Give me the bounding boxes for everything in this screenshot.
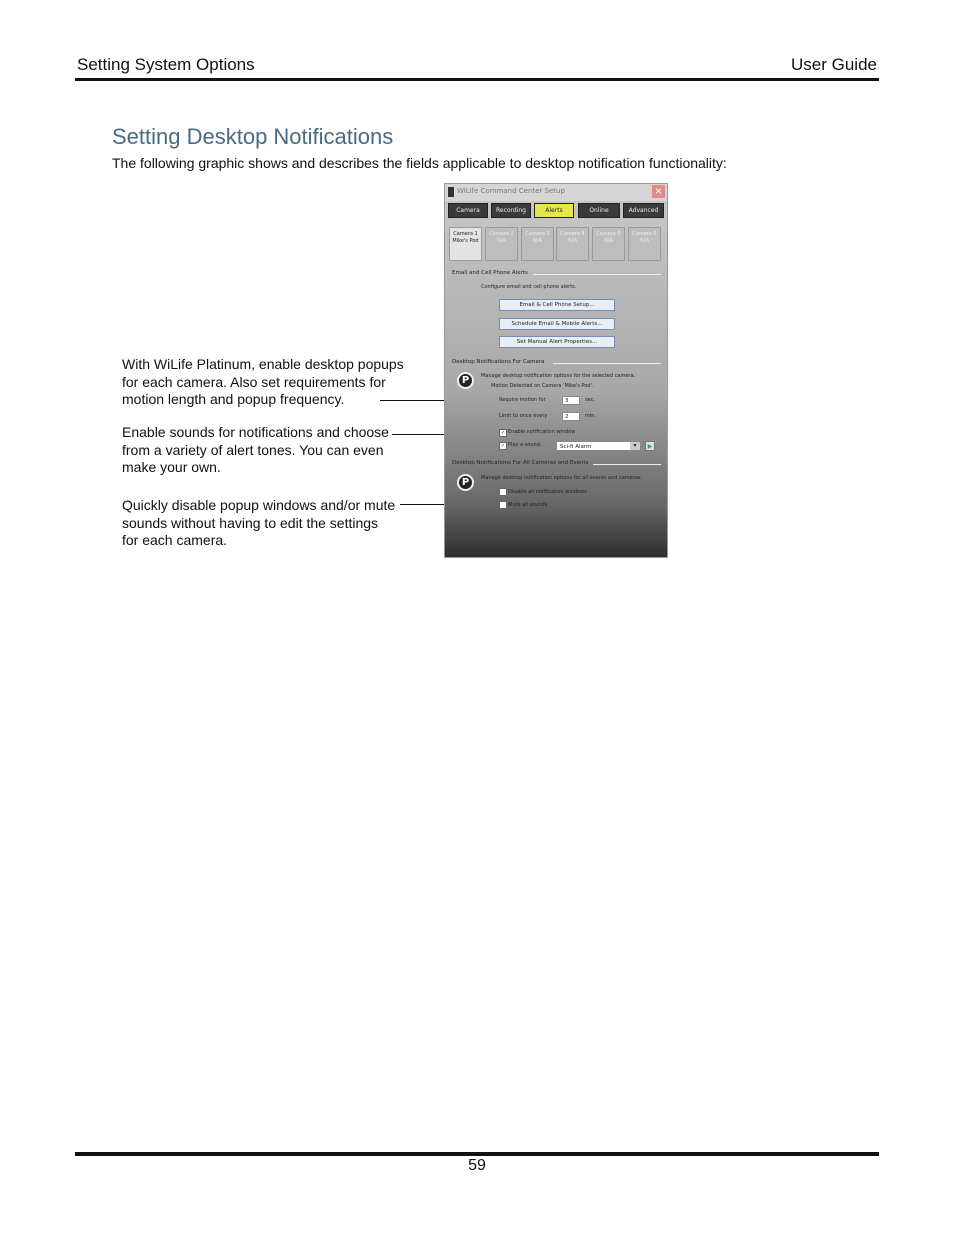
email-section-heading: Email and Cell Phone Alerts: [452, 270, 528, 276]
camera-tab-sub: N/A: [604, 238, 613, 244]
close-icon[interactable]: ×: [652, 185, 665, 198]
play-sound-label: Play a sound:: [508, 442, 542, 448]
require-motion-stepper[interactable]: 3: [562, 396, 580, 405]
callout-line: make your own.: [122, 459, 221, 475]
camera-tab-sub: N/A: [497, 238, 506, 244]
camera-tab-2[interactable]: [485, 227, 518, 261]
platinum-icon: P: [457, 474, 474, 491]
require-motion-unit: sec.: [585, 397, 596, 403]
motion-detected-text: Motion Detected on Camera 'Mike's Pod'.: [491, 383, 594, 389]
enable-window-checkbox[interactable]: ✓: [500, 430, 506, 436]
header-rule: [75, 78, 879, 81]
limit-label: Limit to once every: [499, 413, 548, 419]
tab-advanced[interactable]: Advanced: [623, 203, 664, 218]
play-sound-checkbox[interactable]: ✓: [500, 443, 506, 449]
callout-sounds: [122, 424, 412, 477]
camera-tab-6[interactable]: [628, 227, 661, 261]
camera-tab-label: Camera 6: [632, 231, 657, 237]
camera-tab-5[interactable]: [592, 227, 625, 261]
camera-tab-3[interactable]: [521, 227, 554, 261]
camera-tab-sub: Mike's Pod: [452, 238, 479, 244]
camera-tab-sub: N/A: [533, 238, 542, 244]
camera-notifications-heading: Desktop Notifications For Camera: [452, 359, 545, 365]
callout-line: With WiLife Platinum, enable desktop popups: [122, 356, 404, 372]
camera-tab-sub: N/A: [640, 238, 649, 244]
camera-tab-sub: N/A: [568, 238, 577, 244]
disable-all-label: Disable all notification windows: [508, 489, 587, 495]
callout-line: for each camera. Also set requirements for: [122, 373, 386, 390]
callout-line: Quickly disable popup windows and/or mute: [122, 497, 396, 513]
disable-all-checkbox[interactable]: [499, 488, 507, 496]
tab-online[interactable]: Online: [578, 203, 620, 218]
sound-select[interactable]: [556, 441, 641, 451]
camera-tab-1[interactable]: [449, 227, 482, 261]
camera-notifications-description: Manage desktop notification options for the selected camera.: [481, 373, 636, 379]
all-notifications-description: Manage desktop notification options for all events and cameras.: [481, 475, 643, 481]
camera-tab-label: Camera 4: [560, 231, 585, 237]
page-number: 59: [468, 1157, 486, 1174]
platinum-icon: P: [457, 372, 474, 389]
schedule-alerts-button[interactable]: Schedule Email & Mobile Alerts...: [499, 318, 615, 330]
camera-tab-label: Camera 5: [596, 231, 621, 237]
require-motion-label: Require motion for: [499, 397, 546, 403]
play-sound-icon[interactable]: ▶: [645, 441, 655, 451]
mute-all-label: Mute all sounds: [508, 502, 548, 508]
footer-rule: [75, 1152, 879, 1156]
callout-line: for each camera.: [122, 532, 228, 548]
callout-popups: [122, 356, 412, 409]
email-section-description: Configure email and cell phone alerts.: [481, 284, 577, 290]
app-icon: [448, 187, 454, 197]
tab-recording[interactable]: Recording: [491, 203, 531, 218]
tab-alerts[interactable]: Alerts: [534, 203, 574, 218]
section-divider: [553, 363, 661, 364]
camera-tab-label: Camera 1: [453, 231, 478, 237]
chevron-down-icon: ▾: [630, 442, 640, 450]
header-doc-name: User Guide: [791, 55, 877, 74]
intro-paragraph: The following graphic shows and describes the fields applicable to desktop notification functionality:: [112, 155, 727, 171]
enable-window-label: Enable notification window: [508, 429, 576, 435]
camera-tab-4[interactable]: [556, 227, 589, 261]
window-title-bar: [445, 184, 667, 201]
callout-line: motion length and popup frequency.: [122, 391, 345, 407]
limit-unit: min.: [585, 413, 597, 419]
email-cell-setup-button[interactable]: Email & Cell Phone Setup...: [499, 299, 615, 311]
mute-all-checkbox[interactable]: [499, 501, 507, 509]
callout-disable: [122, 497, 412, 550]
header-section-name: Setting System Options: [77, 55, 255, 74]
main-tabs: [448, 203, 664, 217]
callout-line: sounds without having to edit the settings: [122, 514, 379, 531]
manual-alert-properties-button[interactable]: Set Manual Alert Properties...: [499, 336, 615, 348]
section-divider: [533, 274, 661, 275]
sound-select-value: Sci-fi Alarm: [560, 444, 592, 450]
setup-window-screenshot: [444, 183, 668, 558]
camera-tab-label: Camera 3: [525, 231, 550, 237]
window-title: WiLife Command Center Setup: [457, 187, 565, 195]
section-divider: [593, 464, 661, 465]
callout-line: Enable sounds for notifications and choose: [122, 424, 389, 440]
camera-tab-label: Camera 2: [489, 231, 514, 237]
section-title: Setting Desktop Notifications: [112, 124, 394, 149]
all-notifications-heading: Desktop Notifications For All Cameras and Events: [452, 460, 589, 466]
tab-camera[interactable]: Camera: [448, 203, 488, 218]
limit-stepper[interactable]: 2: [562, 412, 580, 421]
callout-line: from a variety of alert tones. You can even: [122, 441, 384, 458]
